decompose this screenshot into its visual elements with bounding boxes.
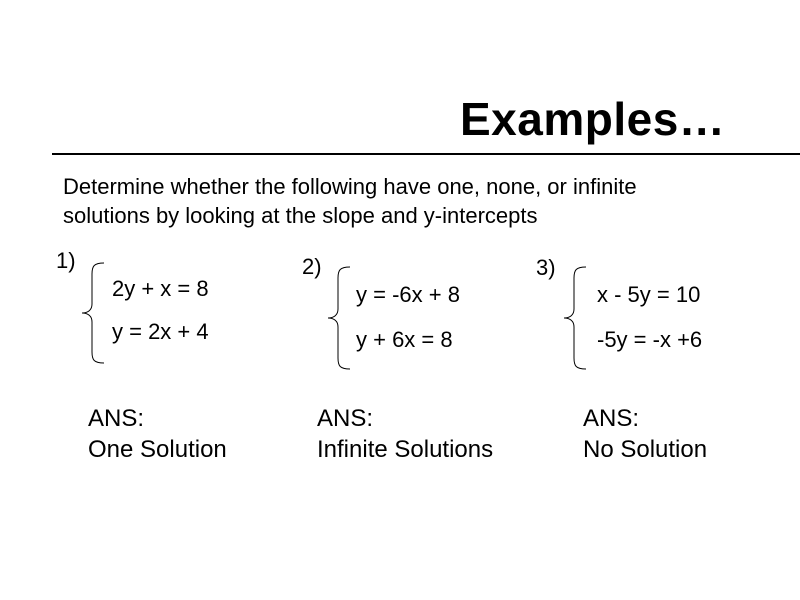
example-2-equation-2: y + 6x = 8 bbox=[356, 327, 453, 352]
example-1-answer-text: One Solution bbox=[88, 436, 227, 463]
example-3-answer bbox=[583, 403, 707, 465]
example-3-system-brace bbox=[562, 266, 588, 370]
example-1-number: 1) bbox=[56, 248, 76, 273]
example-1-equation-2: y = 2x + 4 bbox=[112, 319, 209, 344]
instruction-line-2: solutions by looking at the slope and y-intercepts bbox=[63, 203, 538, 228]
example-3-equation-1: x - 5y = 10 bbox=[597, 282, 701, 307]
example-3-equation-2: -5y = -x +6 bbox=[597, 327, 703, 352]
example-2-answer bbox=[317, 403, 493, 465]
title-divider bbox=[52, 153, 800, 155]
example-1-equation-1: 2y + x = 8 bbox=[112, 276, 209, 301]
example-2-answer-text: Infinite Solutions bbox=[317, 436, 494, 463]
example-1-system-brace bbox=[80, 262, 106, 364]
example-1-answer bbox=[88, 403, 227, 465]
example-2-number: 2) bbox=[302, 254, 322, 279]
example-3-answer-text: No Solution bbox=[583, 436, 708, 463]
example-3-number: 3) bbox=[536, 255, 556, 280]
example-3-answer-label: ANS: bbox=[583, 405, 640, 432]
example-2-system-brace bbox=[326, 266, 352, 370]
example-1-answer-label: ANS: bbox=[88, 405, 145, 432]
slide-title: Examples… bbox=[460, 93, 726, 145]
example-2-answer-label: ANS: bbox=[317, 405, 374, 432]
example-2-equation-1: y = -6x + 8 bbox=[356, 282, 460, 307]
instruction-line-1: Determine whether the following have one, none, or infinite bbox=[63, 174, 637, 199]
